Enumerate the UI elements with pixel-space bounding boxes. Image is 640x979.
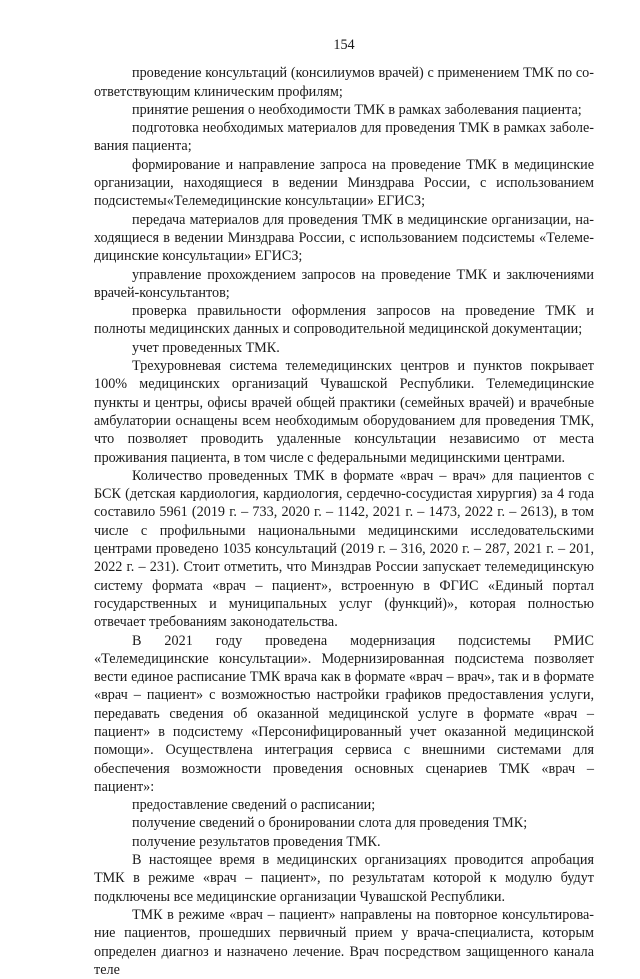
paragraph: Трехуровневая система телемедицинских центров и пунктов покрывает 100% медицинских организаций Чувашской Республики. Телемедицинские пункты и центры, офисы врачей общей практики (семейных врачей) и врачебные амбулатории оснащены всем необходимым оборудованием для проведения ТМК, что позволяет проводить удаленные консультации независимо от места проживания пациента, в том числе с федеральными медицинскими центрами.	[94, 358, 594, 466]
paragraph: принятие решения о необходимости ТМК в рамках заболевания пациента;	[132, 101, 582, 118]
paragraph: проверка правильности оформления запросов на проведение ТМК и полноты медицинских данных и сопроводительной медицинской документации;	[94, 303, 594, 338]
paragraph: учет проведенных ТМК.	[132, 339, 280, 356]
paragraph: получение результатов проведения ТМК.	[132, 833, 381, 850]
paragraph: В настоящее время в медицинских организациях проводится апробация ТМК в режиме «врач – пациент», по результатам которой к модулю будут подключены все медицинские организации Чувашской Республики.	[94, 852, 594, 905]
paragraph: В 2021 году проведена модернизация подсистемы РМИС «Телемедицинские консультации». Модернизированная подсистема позволяет вести единое расписание ТМК врача как в формате «врач – врач», так и в формате «врач – пациент» с возможностью настройки графиков предоставления услуги, передавать сведения об оказанной медицинской услуге в формате «врач – пациент» в подсистему «Персонифицированный учет оказанной медицинской помощи». Осуществлена интеграция сервиса с внешними системами для обеспечения возможности проведения основных сценариев ТМК «врач – пациент»:	[94, 632, 594, 795]
paragraph: ТМК в режиме «врач – пациент» направлены на повторное консультирование пациентов, прошедших первичный прием у врача-специалиста, которым определен диагноз и назначено лечение. Врач посредством защищенного канала теле	[94, 906, 594, 978]
paragraph: Количество проведенных ТМК в формате «врач – врач» для пациентов с БСК (детская кардиология, кардиология, сердечно-сосудистая хирургия) за 4 года составило 5961 (2019 г. – 733, 2020 г. – 1142, 2021 г. – 1473, 2022 г. – 2613), в том числе с профильными национальными медицинскими исследовательскими центрами проведено 1035 консультаций (2019 г. – 316, 2020 г. – 287, 2021 г. – 201, 2022 г. – 231). Стоит отметить, что Минздрав России запускает телемедицинскую систему формата «врач – пациент», встроенную в ФГИС «Единый портал государственных и муниципальных услуг (функций)», которая полностью отвечает требованиям законодательства.	[94, 467, 594, 631]
page-number: 154	[333, 37, 355, 53]
paragraph: формирование и направление запроса на проведение ТМК в медицинские организации, находящиеся в ведении Минздрава России, с использованием подсистемы«Телемедицинские консультации» ЕГИСЗ;	[94, 156, 594, 210]
paragraph: получение сведений о бронировании слота для проведения ТМК;	[132, 815, 528, 832]
paragraph: проведение консультаций (консилиумов врачей) с применением ТМК по соответствующим клиническим профилям;	[94, 65, 594, 100]
paragraph: передача материалов для проведения ТМК в медицинские организации, находящиеся в ведении Минздрава России, с использованием подсистемы «Телемедицинские консультации» ЕГИСЗ;	[94, 211, 594, 265]
paragraph: предоставление сведений о расписании;	[132, 797, 376, 814]
document-page	[94, 36, 594, 979]
paragraph: подготовка необходимых материалов для проведения ТМК в рамках заболевания пациента;	[94, 120, 594, 155]
document-body	[94, 64, 594, 979]
paragraph: управление прохождением запросов на проведение ТМК и заключениями врачей-консультантов;	[94, 266, 594, 301]
